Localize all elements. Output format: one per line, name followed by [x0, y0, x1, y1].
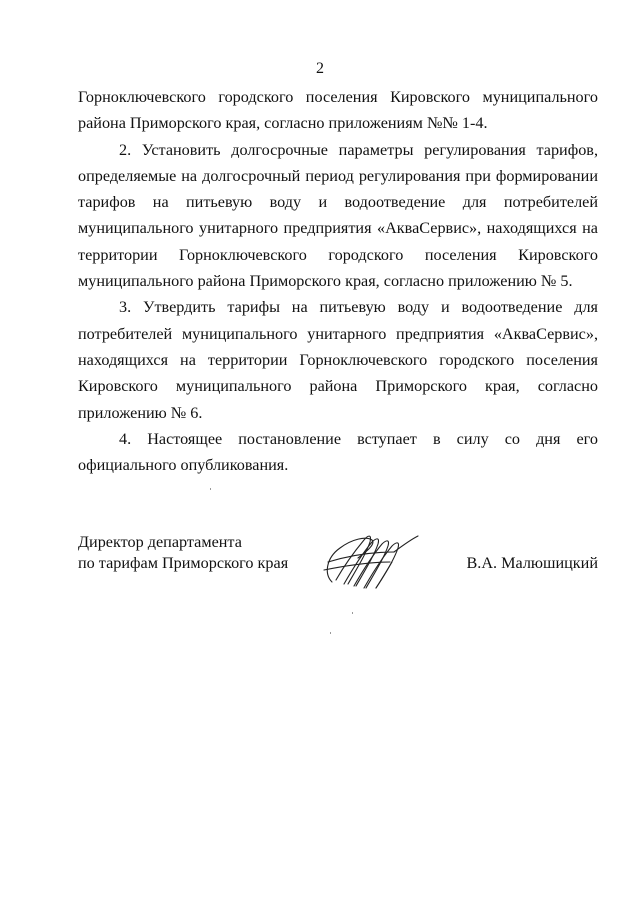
handwritten-signature-icon — [314, 522, 424, 602]
scan-speck — [330, 632, 331, 634]
scan-speck — [210, 488, 211, 490]
page-number: 2 — [316, 60, 324, 77]
signatory-name: В.А. Малюшицкий — [466, 554, 598, 572]
signatory-position — [78, 532, 338, 574]
scan-speck — [352, 612, 353, 614]
document-body — [78, 84, 598, 478]
paragraph-item-4: 4. Настоящее постановление вступает в силу со дня его официального опубликования. — [78, 429, 598, 475]
paragraph-continuation: Горноключевского городского поселения Кировского муниципального района Приморского края, согласно приложениям №№ 1-4. — [78, 88, 598, 133]
paragraph-item-2: 2. Установить долгосрочные параметры регулирования тарифов, определяемые на долгосрочный период регулирования при формировании тарифов на питьевую воду и водоотведение для потребителей муниципального унитарного предприятия «АкваСервис», находящихся на территории Горноключевского городского поселения Кировского муниципального района Приморского края, согласно приложению № 5. — [78, 140, 598, 291]
paragraph-item-3: 3. Утвердить тарифы на питьевую воду и водоотведение для потребителей муниципального унитарного предприятия «АкваСервис», находящихся на территории Горноключевского городского поселения Кировского муниципального района Приморского края, согласно приложению № 6. — [78, 298, 598, 422]
signatory-position-line-2: по тарифам Приморского края — [78, 554, 289, 572]
signatory-position-line-1: Директор департамента — [78, 533, 242, 551]
